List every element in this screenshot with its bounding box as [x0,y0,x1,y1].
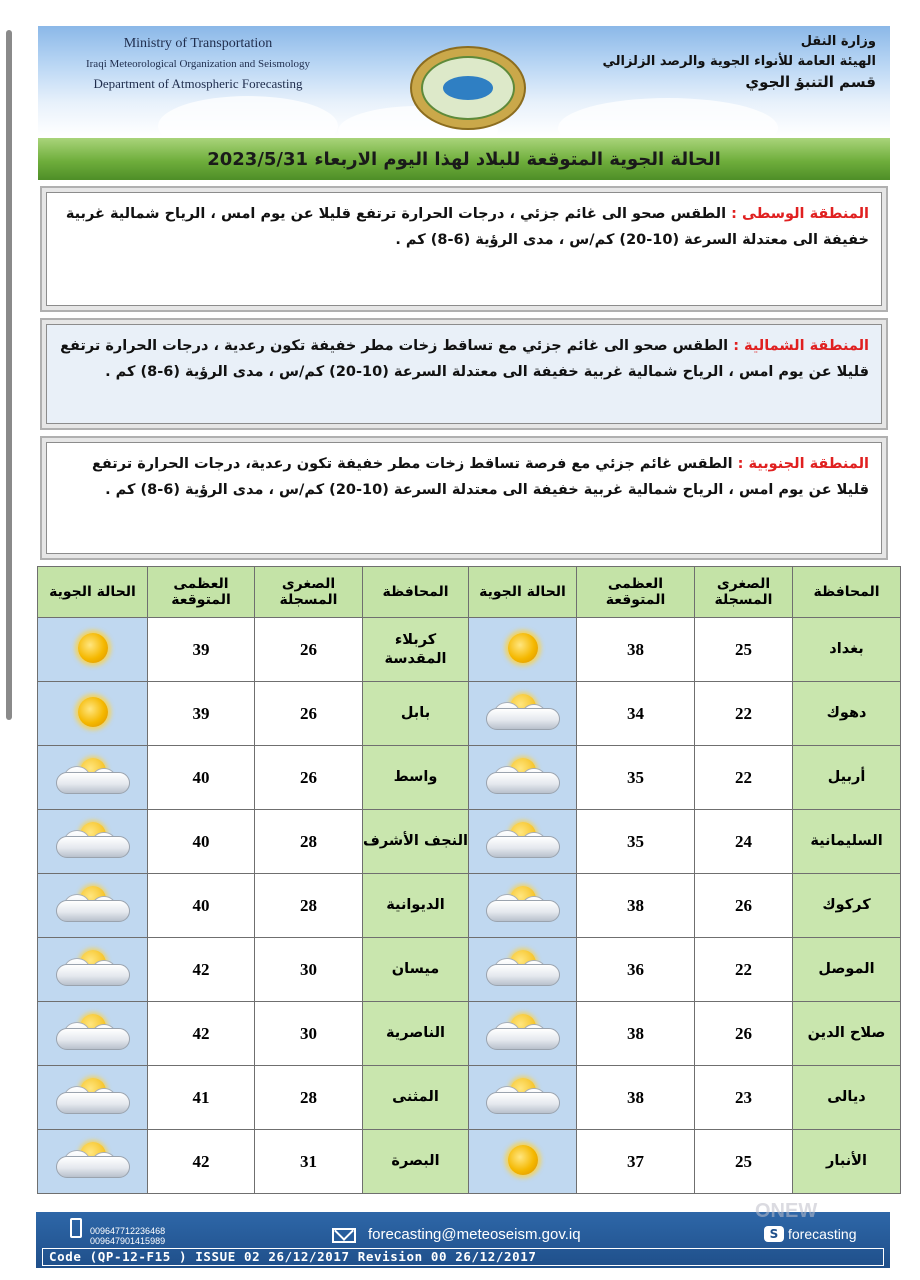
table-row [38,810,901,874]
region-northern [40,318,888,430]
province-name: بغداد [793,618,901,682]
province-name: واسط [363,746,469,810]
header-weather: الحالة الجوية [38,567,148,618]
weather-cell [38,810,148,874]
scrollbar[interactable] [6,30,12,720]
max-temp: 34 [577,682,695,746]
region-text: الطقس غائم جزئي مع فرصة تساقط زخات مطر خفيفة تكون رعدية، درجات الحرارة ترتفع قليلا عن يوم امس ، الرياح شمالية غربية خفيفة الى معتدلة السرعة (10-20) كم/س ، مدى الرؤية (6-8) كم . [91,456,869,498]
max-temp: 40 [148,810,255,874]
province-name: كربلاء المقدسة [363,618,469,682]
min-temp: 25 [695,1130,793,1194]
partly-cloudy-icon [56,821,130,859]
min-temp: 22 [695,938,793,1002]
weather-cell [469,618,577,682]
province-name: كركوك [793,874,901,938]
weather-cell [469,938,577,1002]
max-temp: 40 [148,874,255,938]
province-name: أربيل [793,746,901,810]
temperature-table [37,566,901,1194]
partly-cloudy-icon [486,821,560,859]
max-temp: 38 [577,618,695,682]
province-name: بابل [363,682,469,746]
phone-icon [70,1218,82,1238]
max-temp: 38 [577,1066,695,1130]
organization-name-ar: الهيئة العامة للأنواء الجوية والرصد الزلزالي [602,54,876,69]
weather-cell [469,1066,577,1130]
province-name: الناصرية [363,1002,469,1066]
weather-cell [38,682,148,746]
weather-cell [469,1130,577,1194]
sun-icon [508,633,538,663]
document-code: Code (QP-12-F15 ) ISSUE 02 26/12/2017 Revision 00 26/12/2017 [42,1248,884,1266]
table-header-row [38,567,901,618]
partly-cloudy-icon [56,885,130,923]
partly-cloudy-icon [56,949,130,987]
partly-cloudy-icon [56,1141,130,1179]
skype-handle[interactable]: forecasting [788,1226,857,1242]
province-name: ميسان [363,938,469,1002]
province-name: الأنبار [793,1130,901,1194]
header-max: العظمى المتوقعة [148,567,255,618]
partly-cloudy-icon [486,949,560,987]
header-province: المحافظة [793,567,901,618]
min-temp: 26 [255,682,363,746]
province-name: البصرة [363,1130,469,1194]
region-label: المنطقة الجنوبية : [737,456,869,472]
header-province: المحافظة [363,567,469,618]
min-temp: 28 [255,810,363,874]
province-name: الديوانية [363,874,469,938]
region-label: المنطقة الشمالية : [733,338,869,354]
max-temp: 35 [577,746,695,810]
forecast-title: الحالة الجوية المتوقعة للبلاد لهذا اليوم الاربعاء 2023/5/31 [38,138,890,180]
region-central [40,186,888,312]
weather-cell [38,746,148,810]
min-temp: 26 [255,746,363,810]
min-temp: 24 [695,810,793,874]
max-temp: 38 [577,1002,695,1066]
max-temp: 40 [148,746,255,810]
table-row [38,938,901,1002]
organization-logo [410,46,526,130]
partly-cloudy-icon [486,885,560,923]
max-temp: 39 [148,618,255,682]
weather-cell [38,618,148,682]
skype-icon: S [764,1226,784,1242]
min-temp: 28 [255,874,363,938]
header-max: العظمى المتوقعة [577,567,695,618]
department-name-ar: قسم التنبؤ الجوي [745,73,876,91]
min-temp: 23 [695,1066,793,1130]
sun-icon [78,633,108,663]
sun-icon [78,697,108,727]
table-row [38,682,901,746]
min-temp: 31 [255,1130,363,1194]
max-temp: 42 [148,1130,255,1194]
province-name: ديالى [793,1066,901,1130]
weather-cell [38,1002,148,1066]
sun-icon [508,1145,538,1175]
partly-cloudy-icon [56,1077,130,1115]
department-name-en: Department of Atmospheric Forecasting [93,76,303,91]
region-southern [40,436,888,560]
phone-number: 009647901415989 [90,1236,166,1246]
partly-cloudy-icon [486,693,560,731]
max-temp: 42 [148,938,255,1002]
mail-icon [332,1228,356,1243]
organization-name-en: Iraqi Meteorological Organization and Seismology [85,58,311,70]
max-temp: 38 [577,874,695,938]
weather-cell [469,810,577,874]
min-temp: 22 [695,746,793,810]
weather-cell [469,682,577,746]
weather-cell [469,746,577,810]
province-name: النجف الأشرف [363,810,469,874]
table-row [38,1066,901,1130]
header-weather: الحالة الجوية [469,567,577,618]
ministry-english [48,34,348,94]
min-temp: 30 [255,938,363,1002]
max-temp: 35 [577,810,695,874]
table-row [38,874,901,938]
min-temp: 26 [695,874,793,938]
province-name: الموصل [793,938,901,1002]
watermark: ONEW [755,1200,818,1222]
province-name: دهوك [793,682,901,746]
header-min: الصغرى المسجلة [255,567,363,618]
region-text: الطقس صحو الى غائم جزئي مع تساقط زخات مطر خفيفة تكون رعدية ، درجات الحرارة ترتفع قليلا عن يوم امس ، الرياح شمالية غربية خفيفة الى معتدلة السرعة (10-20) كم/س ، مدى الرؤية (6-8) كم . [60,338,869,380]
max-temp: 42 [148,1002,255,1066]
min-temp: 22 [695,682,793,746]
region-text: الطقس صحو الى غائم جزئي ، درجات الحرارة ترتفع قليلا عن يوم امس ، الرياح شمالية غربية خفيفة الى معتدلة السرعة (10-20) كم/س ، مدى الرؤية (6-8) كم . [65,206,869,248]
table-row [38,618,901,682]
province-name: السليمانية [793,810,901,874]
weather-cell [38,938,148,1002]
header-min: الصغرى المسجلة [695,567,793,618]
province-name: صلاح الدين [793,1002,901,1066]
max-temp: 41 [148,1066,255,1130]
max-temp: 37 [577,1130,695,1194]
letterhead [38,26,890,136]
region-label: المنطقة الوسطى : [731,206,869,222]
weather-cell [38,1066,148,1130]
weather-cell [38,874,148,938]
min-temp: 28 [255,1066,363,1130]
partly-cloudy-icon [486,1013,560,1051]
weather-cell [469,874,577,938]
min-temp: 26 [695,1002,793,1066]
table-row [38,1002,901,1066]
max-temp: 39 [148,682,255,746]
ministry-name-ar: وزارة النقل [800,34,876,49]
partly-cloudy-icon [486,1077,560,1115]
phone-numbers [90,1226,165,1246]
province-name: المثنى [363,1066,469,1130]
min-temp: 25 [695,618,793,682]
partly-cloudy-icon [56,757,130,795]
table-row [38,746,901,810]
phone-number: 009647712236468 [90,1226,166,1236]
partly-cloudy-icon [56,1013,130,1051]
max-temp: 36 [577,938,695,1002]
min-temp: 30 [255,1002,363,1066]
min-temp: 26 [255,618,363,682]
email-link[interactable]: forecasting@meteoseism.gov.iq [368,1226,581,1243]
table-row [38,1130,901,1194]
ministry-name-en: Ministry of Transportation [123,36,273,51]
partly-cloudy-icon [486,757,560,795]
weather-cell [469,1002,577,1066]
ministry-arabic [576,32,876,92]
weather-cell [38,1130,148,1194]
